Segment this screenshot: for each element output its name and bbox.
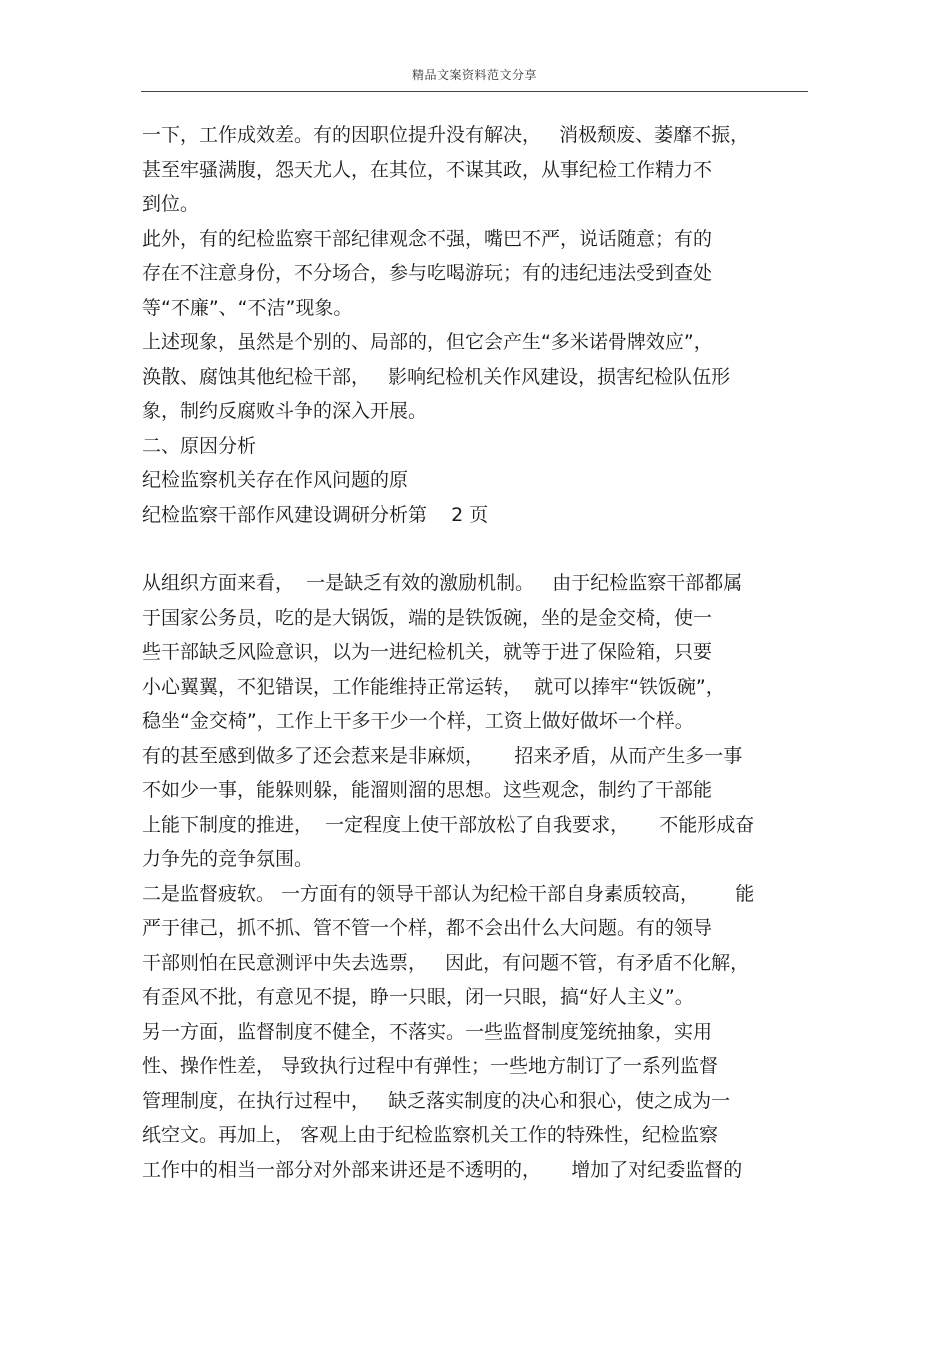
section-2 <box>142 566 812 1187</box>
text-line: 另一方面，监督制度不健全，不落实。一些监督制度笼统抽象，实用 <box>142 1020 713 1043</box>
text-line: 工作中的相当一部分对外部来讲还是不透明的， 增加了对纪委监督的 <box>142 1158 743 1181</box>
text-line: 从组织方面来看， 一是缺乏有效的激励机制。 由于纪检监察干部都属 <box>142 572 743 594</box>
text-line: 二是监督疲软。 一方面有的领导干部认为纪检干部自身素质较高， 能 <box>142 882 755 905</box>
section-heading: 二、原因分析 <box>142 434 257 457</box>
header-divider <box>141 91 808 92</box>
page-header: 精品文案资料范文分享 <box>411 68 537 82</box>
page-marker: 纪检监察干部作风建设调研分析第 2 页 <box>142 503 489 526</box>
text-line: 于国家公务员，吃的是大锅饭，端的是铁饭碗，坐的是金交椅，使一 <box>142 606 713 629</box>
text-line: 小心翼翼，不犯错误，工作能维持正常运转， 就可以捧牢“铁饭碗”， <box>142 675 725 698</box>
text-line: 稳坐“金交椅”，工作上干多干少一个样，工资上做好做坏一个样。 <box>142 710 694 732</box>
text-line: 力争先的竞争氛围。 <box>142 848 314 870</box>
text-line: 干部则怕在民意测评中失去选票， 因此，有问题不管，有矛盾不化解， <box>142 951 750 974</box>
text-line: 一下，工作成效差。有的因职位提升没有解决， 消极颓废、萎靡不振， <box>142 124 750 146</box>
text-line: 上能下制度的推进， 一定程度上使干部放松了自我要求， 不能形成奋 <box>142 813 755 836</box>
text-line: 纸空文。再加上， 客观上由于纪检监察机关工作的特殊性，纪检监察 <box>142 1124 719 1146</box>
text-line: 有歪风不批，有意见不提，睁一只眼，闭一只眼，搞“好人主义”。 <box>142 986 694 1008</box>
text-line: 象，制约反腐败斗争的深入开展。 <box>142 400 428 422</box>
text-line: 甚至牢骚满腹，怨天尤人，在其位，不谋其政，从事纪检工作精力不 <box>142 158 713 181</box>
text-line: 存在不注意身份，不分场合，参与吃喝游玩；有的违纪违法受到查处 <box>142 262 713 284</box>
text-line: 有的甚至感到做多了还会惹来是非麻烦， 招来矛盾，从而产生多一事 <box>142 744 743 767</box>
text-line: 纪检监察机关存在作风问题的原 <box>142 469 409 491</box>
text-line: 些干部缺乏风险意识，以为一进纪检机关，就等于进了保险箱，只要 <box>142 641 713 663</box>
text-line: 管理制度，在执行过程中， 缺乏落实制度的决心和狠心，使之成为一 <box>142 1089 731 1112</box>
document-body <box>142 118 812 1187</box>
text-line: 不如少一事，能躲则躲，能溜则溜的思想。这些观念，制约了干部能 <box>142 779 713 801</box>
text-line: 此外，有的纪检监察干部纪律观念不强，嘴巴不严，说话随意；有的 <box>142 227 713 250</box>
text-line: 性、操作性差， 导致执行过程中有弹性；一些地方制订了一系列监督 <box>142 1055 719 1077</box>
text-line: 到位。 <box>142 193 200 215</box>
text-line: 涣散、腐蚀其他纪检干部， 影响纪检机关作风建设，损害纪检队伍形 <box>142 365 731 388</box>
page-gap <box>142 532 812 566</box>
text-line: 严于律己，抓不抓、管不管一个样，都不会出什么大问题。有的领导 <box>142 917 713 939</box>
section-1 <box>142 118 812 532</box>
text-line: 上述现象，虽然是个别的、局部的，但它会产生“多米诺骨牌效应”， <box>142 331 713 353</box>
text-line: 等“不廉”、“不洁”现象。 <box>142 296 353 319</box>
